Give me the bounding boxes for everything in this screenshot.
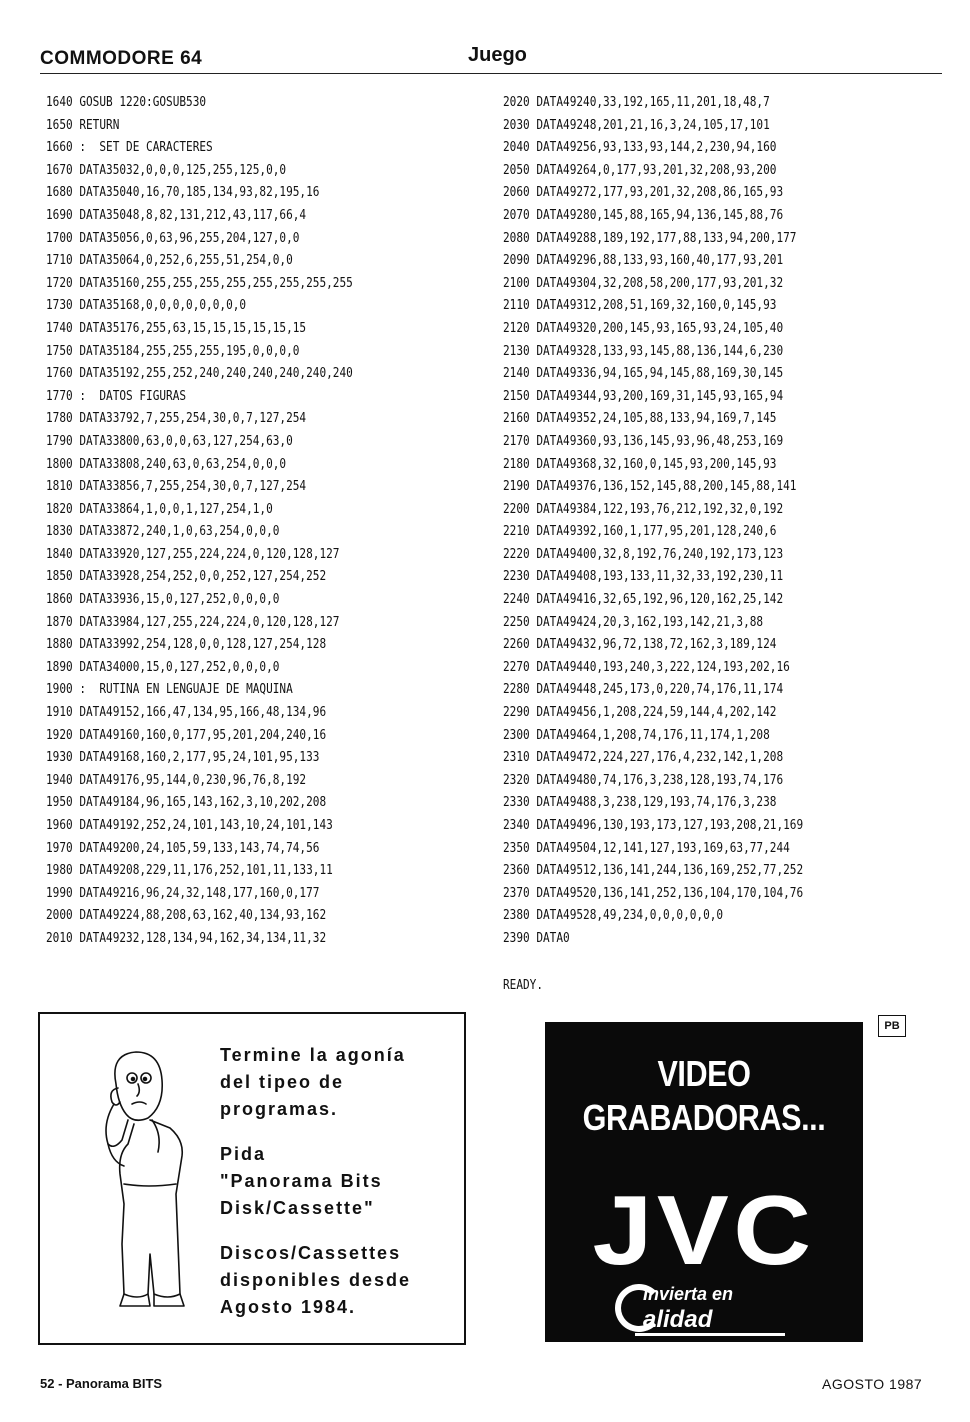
code-line: 1780 DATA33792,7,255,254,30,0,7,127,254 (46, 411, 307, 427)
code-line: 1770 : DATOS FIGURAS (46, 388, 187, 404)
jvc-slogan (615, 1284, 815, 1334)
code-line: 2150 DATA49344,93,200,169,31,145,93,165,94 (503, 388, 784, 404)
code-line: 2280 DATA49448,245,173,0,220,74,176,11,174 (503, 682, 784, 698)
code-line: 1790 DATA33800,63,0,0,63,127,254,63,0 (46, 433, 293, 449)
code-line: 2390 DATA0 (503, 930, 570, 946)
code-line: 1870 DATA33984,127,255,224,224,0,120,128,127 (46, 614, 340, 630)
code-line: 2340 DATA49496,130,193,173,127,193,208,21,169 (503, 818, 804, 833)
code-line: 2040 DATA49256,93,133,93,144,2,230,94,160 (503, 140, 777, 156)
code-line: 2260 DATA49432,96,72,138,72,162,3,189,124 (503, 637, 777, 653)
code-line: 2190 DATA49376,136,152,145,88,200,145,88,141 (503, 479, 797, 495)
pb-badge: PB (878, 1015, 906, 1037)
code-line: 1890 DATA34000,15,0,127,252,0,0,0,0 (46, 659, 280, 675)
code-line: 2350 DATA49504,12,141,127,193,169,63,77,244 (503, 840, 790, 856)
code-line: 1800 DATA33808,240,63,0,63,254,0,0,0 (46, 456, 287, 472)
jvc-headline (569, 1052, 839, 1140)
code-line: 1820 DATA33864,1,0,0,1,127,254,1,0 (46, 501, 273, 517)
code-line: 2160 DATA49352,24,105,88,133,94,169,7,145 (503, 411, 777, 427)
ad-line: Termine la agonía (220, 1045, 406, 1065)
code-line: 1670 DATA35032,0,0,0,125,255,125,0,0 (46, 162, 287, 178)
ready-prompt: READY. (503, 978, 544, 993)
code-line: 1960 DATA49192,252,24,101,143,10,24,101,143 (46, 818, 333, 833)
code-line: 2380 DATA49528,49,234,0,0,0,0,0,0 (503, 908, 724, 924)
code-line: 1690 DATA35048,8,82,131,212,43,117,66,4 (46, 207, 307, 223)
code-line: 1700 DATA35056,0,63,96,255,204,127,0,0 (46, 230, 300, 246)
code-line: 2320 DATA49480,74,176,3,238,128,193,74,176 (503, 772, 784, 788)
code-line: 1910 DATA49152,166,47,134,95,166,48,134,96 (46, 705, 327, 721)
slogan-line-1: Invierta en (643, 1284, 734, 1304)
code-line: 2250 DATA49424,20,3,162,193,142,21,3,88 (503, 614, 764, 630)
code-listing-right (503, 92, 803, 951)
code-line: 1920 DATA49160,160,0,177,95,201,204,240,16 (46, 727, 327, 743)
code-line: 2170 DATA49360,93,136,145,93,96,48,253,169 (503, 433, 784, 449)
jvc-logo: JVC (592, 1175, 816, 1285)
code-line: 1720 DATA35160,255,255,255,255,255,255,255,255 (46, 275, 353, 291)
code-line: 2300 DATA49464,1,208,74,176,11,174,1,208 (503, 727, 770, 743)
code-line: 2180 DATA49368,32,160,0,145,93,200,145,93 (503, 456, 777, 472)
code-line: 1940 DATA49176,95,144,0,230,96,76,8,192 (46, 772, 307, 788)
code-line: 2220 DATA49400,32,8,192,76,240,192,173,123 (503, 546, 784, 562)
code-line: 1640 GOSUB 1220:GOSUB530 (46, 95, 207, 110)
code-line: 1680 DATA35040,16,70,185,134,93,82,195,16 (46, 185, 320, 201)
code-line: 2070 DATA49280,145,88,165,94,136,145,88,76 (503, 207, 784, 223)
ad-line: del tipeo de (220, 1072, 345, 1092)
slogan-line-2: alidad (643, 1306, 713, 1333)
code-line: 2110 DATA49312,208,51,169,32,160,0,145,93 (503, 298, 777, 314)
code-line: 2020 DATA49240,33,192,165,11,201,18,48,7 (503, 95, 770, 110)
header-divider (40, 73, 942, 74)
code-line: 1810 DATA33856,7,255,254,30,0,7,127,254 (46, 479, 307, 495)
subscription-ad (38, 1012, 466, 1345)
code-line: 2290 DATA49456,1,208,224,59,144,4,202,142 (503, 705, 777, 721)
code-line: 2010 DATA49232,128,134,94,162,34,134,11,32 (46, 930, 327, 946)
ad-line: Pida (220, 1144, 267, 1164)
footer-issue-date: AGOSTO 1987 (822, 1376, 923, 1392)
code-line: 2060 DATA49272,177,93,201,32,208,86,165,93 (503, 185, 784, 201)
code-line: 1710 DATA35064,0,252,6,255,51,254,0,0 (46, 253, 293, 269)
code-line: 2050 DATA49264,0,177,93,201,32,208,93,200 (503, 162, 777, 178)
code-line: 1650 RETURN (46, 117, 120, 133)
ad-paragraph-1 (220, 1042, 460, 1123)
jvc-advertisement (545, 1022, 863, 1342)
page-category: Juego (468, 44, 527, 66)
code-line: 2200 DATA49384,122,193,76,212,192,32,0,192 (503, 501, 784, 517)
code-line: 1980 DATA49208,229,11,176,252,101,11,133,11 (46, 863, 333, 879)
code-line: 1730 DATA35168,0,0,0,0,0,0,0,0 (46, 298, 247, 314)
code-line: 1880 DATA33992,254,128,0,0,128,127,254,128 (46, 637, 327, 653)
code-line: 1660 : SET DE CARACTERES (46, 140, 213, 156)
code-line: 2140 DATA49336,94,165,94,145,88,169,30,145 (503, 366, 784, 382)
jvc-headline-line-1: VIDEO (657, 1053, 751, 1094)
code-line: 1950 DATA49184,96,165,143,162,3,10,202,208 (46, 795, 327, 811)
code-line: 2330 DATA49488,3,238,129,193,74,176,3,238 (503, 795, 777, 811)
code-line: 2360 DATA49512,136,141,244,136,169,252,77,252 (503, 863, 804, 879)
ad-line: Disk/Cassette" (220, 1198, 375, 1218)
code-line: 1740 DATA35176,255,63,15,15,15,15,15,15 (46, 320, 307, 336)
code-line: 2240 DATA49416,32,65,192,96,120,162,25,142 (503, 592, 784, 608)
ad-line: "Panorama Bits (220, 1171, 383, 1191)
code-line: 2030 DATA49248,201,21,16,3,24,105,17,101 (503, 117, 770, 133)
code-line: 2120 DATA49320,200,145,93,165,93,24,105,40 (503, 320, 784, 336)
code-line: 1930 DATA49168,160,2,177,95,24,101,95,133 (46, 750, 320, 766)
code-line: 1900 : RUTINA EN LENGUAJE DE MAQUINA (46, 682, 293, 698)
subscription-ad-text (220, 1042, 460, 1339)
ad-line: Agosto 1984. (220, 1297, 357, 1317)
code-line: 2270 DATA49440,193,240,3,222,124,193,202,16 (503, 659, 790, 675)
magazine-section-title: COMMODORE 64 (40, 48, 203, 69)
code-line: 2100 DATA49304,32,208,58,200,177,93,201,32 (503, 275, 784, 291)
code-line: 1860 DATA33936,15,0,127,252,0,0,0,0 (46, 592, 280, 608)
code-line: 1750 DATA35184,255,255,255,195,0,0,0,0 (46, 343, 300, 359)
ad-paragraph-3 (220, 1240, 460, 1321)
code-line: 2370 DATA49520,136,141,252,136,104,170,104,76 (503, 885, 804, 901)
code-line: 1850 DATA33928,254,252,0,0,252,127,254,252 (46, 569, 327, 585)
code-line: 1760 DATA35192,255,252,240,240,240,240,240,240 (46, 366, 353, 382)
code-line: 2090 DATA49296,88,133,93,160,40,177,93,201 (503, 253, 784, 269)
code-line: 2000 DATA49224,88,208,63,162,40,134,93,162 (46, 908, 327, 924)
code-line: 2210 DATA49392,160,1,177,95,201,128,240,6 (503, 524, 777, 540)
code-line: 2310 DATA49472,224,227,176,4,232,142,1,208 (503, 750, 784, 766)
ad-line: Discos/Cassettes (220, 1243, 402, 1263)
ad-line: programas. (220, 1099, 339, 1119)
code-line: 1990 DATA49216,96,24,32,148,177,160,0,177 (46, 885, 320, 901)
ad-paragraph-2 (220, 1141, 460, 1222)
code-line: 1970 DATA49200,24,105,59,133,143,74,74,56 (46, 840, 320, 856)
ad-line: disponibles desde (220, 1270, 412, 1290)
code-line: 2080 DATA49288,189,192,177,88,133,94,200,177 (503, 230, 797, 246)
footer-page-number: 52 - Panorama BITS (40, 1376, 163, 1391)
thinking-man-illustration (88, 1044, 208, 1314)
code-line: 1830 DATA33872,240,1,0,63,254,0,0,0 (46, 524, 280, 540)
slogan-underline (635, 1333, 785, 1336)
code-line: 2230 DATA49408,193,133,11,32,33,192,230,11 (503, 569, 784, 585)
jvc-headline-line-2: GRABADORAS... (582, 1097, 826, 1138)
code-line: 2130 DATA49328,133,93,145,88,136,144,6,230 (503, 343, 784, 359)
code-line: 1840 DATA33920,127,255,224,224,0,120,128,127 (46, 546, 340, 562)
code-listing-left (46, 92, 353, 951)
